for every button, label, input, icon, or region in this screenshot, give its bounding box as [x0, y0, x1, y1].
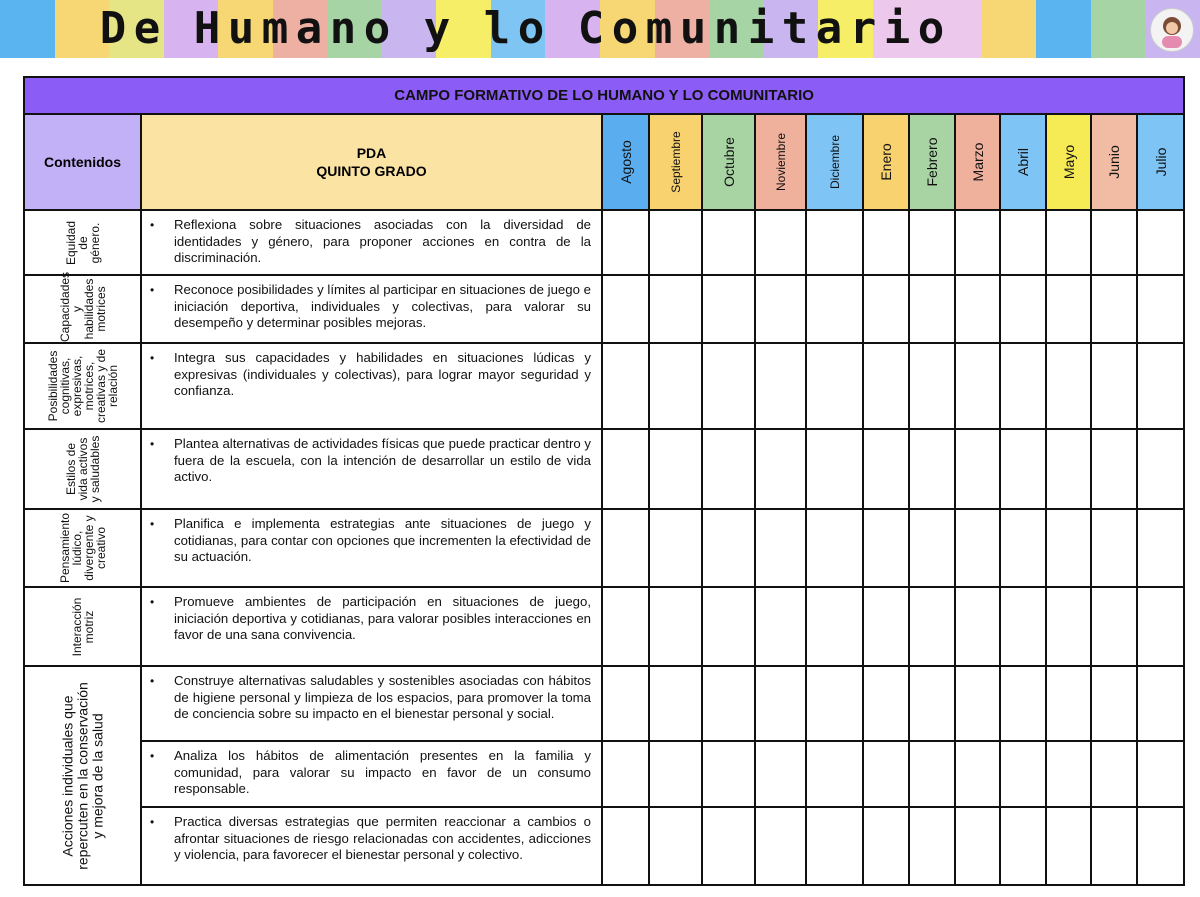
month-cell-octubre[interactable]	[702, 587, 755, 666]
month-cell-agosto[interactable]	[602, 429, 649, 509]
month-cell-febrero[interactable]	[909, 343, 955, 429]
month-cell-agosto[interactable]	[602, 275, 649, 343]
month-cell-abril[interactable]	[1000, 741, 1046, 807]
month-cell-enero[interactable]	[863, 275, 909, 343]
month-cell-noviembre[interactable]	[755, 343, 806, 429]
month-cell-noviembre[interactable]	[755, 587, 806, 666]
month-label: Agosto	[617, 140, 634, 184]
month-cell-diciembre[interactable]	[806, 666, 863, 741]
contenido-cell	[24, 509, 141, 587]
month-cell-octubre[interactable]	[702, 666, 755, 741]
contenido-cell	[24, 210, 141, 275]
month-cell-marzo[interactable]	[955, 587, 1000, 666]
month-header-abril	[1000, 114, 1046, 210]
month-cell-octubre[interactable]	[702, 343, 755, 429]
month-cell-febrero[interactable]	[909, 275, 955, 343]
month-cell-agosto[interactable]	[602, 587, 649, 666]
pda-text: Integra sus capacidades y habilidades en situaciones lúdicas y expresivas (individuales y colectivas), para lograr mayor seguridad y confianza.	[174, 350, 591, 398]
month-label: Noviembre	[773, 132, 788, 192]
month-header-octubre	[702, 114, 755, 210]
month-cell-mayo[interactable]	[1046, 275, 1091, 343]
contenido-cell	[24, 666, 141, 885]
pda-cell	[141, 429, 602, 509]
month-label: Mayo	[1060, 144, 1077, 180]
month-cell-septiembre[interactable]	[649, 741, 702, 807]
pda-text: Reconoce posibilidades y límites al participar en situaciones de juego e iniciación deportiva, individuales y colectivas, para valorar su desempeño y determinar posibles mejoras.	[174, 282, 591, 330]
table-row	[24, 741, 1184, 807]
contenido-label: Estilos de vida activos y saludables	[63, 435, 102, 503]
banner-stripe	[1091, 0, 1146, 58]
bullet-icon: •	[150, 674, 155, 688]
header-pda-line2: QUINTO GRADO	[316, 163, 427, 179]
month-cell-julio[interactable]	[1137, 666, 1184, 741]
month-cell-agosto[interactable]	[602, 210, 649, 275]
pda-text: Plantea alternativas de actividades físicas que puede practicar dentro y fuera de la escuela, con la intención de desarrollar un estilo de vida activo.	[174, 436, 591, 484]
month-label: Abril	[1015, 147, 1031, 177]
month-cell-abril[interactable]	[1000, 210, 1046, 275]
month-cell-diciembre[interactable]	[806, 343, 863, 429]
planning-table	[23, 76, 1185, 886]
contenido-label: Posibilidades cognitivas, expresivas, motrices, creativas y de relación	[45, 348, 120, 424]
month-cell-septiembre[interactable]	[649, 587, 702, 666]
month-cell-septiembre[interactable]	[649, 275, 702, 343]
month-label: Febrero	[924, 137, 940, 187]
pda-cell	[141, 210, 602, 275]
pda-cell	[141, 509, 602, 587]
month-header-diciembre	[806, 114, 863, 210]
month-cell-octubre[interactable]	[702, 509, 755, 587]
month-cell-abril[interactable]	[1000, 509, 1046, 587]
month-cell-septiembre[interactable]	[649, 666, 702, 741]
month-cell-marzo[interactable]	[955, 666, 1000, 741]
month-cell-diciembre[interactable]	[806, 741, 863, 807]
contenido-label: Acciones individuales que repercuten en la conservación y mejora de la salud	[59, 681, 105, 870]
month-cell-diciembre[interactable]	[806, 210, 863, 275]
pda-cell	[141, 807, 602, 885]
month-cell-marzo[interactable]	[955, 509, 1000, 587]
month-cell-noviembre[interactable]	[755, 807, 806, 885]
contenido-label: Equidad de género.	[63, 220, 102, 265]
month-cell-diciembre[interactable]	[806, 509, 863, 587]
month-header-agosto	[602, 114, 649, 210]
month-cell-mayo[interactable]	[1046, 741, 1091, 807]
month-header-febrero	[909, 114, 955, 210]
bullet-icon: •	[150, 517, 155, 531]
month-cell-julio[interactable]	[1137, 741, 1184, 807]
pda-text: Reflexiona sobre situaciones asociadas con la diversidad de identidades y género, para proponer acciones en contra de la discriminación.	[174, 217, 591, 265]
month-header-mayo	[1046, 114, 1091, 210]
month-cell-febrero[interactable]	[909, 807, 955, 885]
pda-text: Promueve ambientes de participación en situaciones de juego, iniciación deportiva y cotidianas, para valorar posibles interacciones en favor de una sana convivencia.	[174, 594, 591, 642]
month-cell-febrero[interactable]	[909, 587, 955, 666]
bullet-icon: •	[150, 749, 155, 763]
month-label: Marzo	[969, 142, 986, 182]
table-row	[24, 509, 1184, 587]
month-cell-noviembre[interactable]	[755, 210, 806, 275]
pda-cell	[141, 343, 602, 429]
bullet-icon: •	[150, 595, 155, 609]
month-cell-febrero[interactable]	[909, 210, 955, 275]
month-header-junio	[1091, 114, 1137, 210]
table-row	[24, 587, 1184, 666]
month-header-marzo	[955, 114, 1000, 210]
month-cell-octubre[interactable]	[702, 741, 755, 807]
contenido-cell	[24, 587, 141, 666]
month-cell-junio[interactable]	[1091, 210, 1137, 275]
month-cell-agosto[interactable]	[602, 807, 649, 885]
month-cell-noviembre[interactable]	[755, 741, 806, 807]
banner-stripe	[0, 0, 55, 58]
month-cell-septiembre[interactable]	[649, 429, 702, 509]
month-cell-enero[interactable]	[863, 741, 909, 807]
contenido-label: Pensamiento lúdico, divergente y creativo	[57, 512, 108, 584]
banner-title	[96, 4, 1096, 54]
contenido-cell	[24, 429, 141, 509]
month-cell-enero[interactable]	[863, 429, 909, 509]
month-cell-febrero[interactable]	[909, 666, 955, 741]
contenido-label: Interacción motriz	[69, 597, 96, 656]
month-cell-abril[interactable]	[1000, 275, 1046, 343]
month-cell-octubre[interactable]	[702, 807, 755, 885]
month-cell-junio[interactable]	[1091, 741, 1137, 807]
contenido-cell	[24, 271, 141, 343]
table-row	[24, 807, 1184, 885]
pda-cell	[141, 587, 602, 666]
month-cell-noviembre[interactable]	[755, 275, 806, 343]
month-cell-junio[interactable]	[1091, 666, 1137, 741]
pda-cell	[141, 741, 602, 807]
month-cell-marzo[interactable]	[955, 741, 1000, 807]
month-cell-agosto[interactable]	[602, 666, 649, 741]
month-cell-febrero[interactable]	[909, 429, 955, 509]
month-cell-diciembre[interactable]	[806, 587, 863, 666]
bullet-icon: •	[150, 437, 155, 451]
month-cell-agosto[interactable]	[602, 343, 649, 429]
month-header-enero	[863, 114, 909, 210]
month-cell-diciembre[interactable]	[806, 807, 863, 885]
month-cell-junio[interactable]	[1091, 343, 1137, 429]
month-cell-junio[interactable]	[1091, 807, 1137, 885]
month-cell-marzo[interactable]	[955, 210, 1000, 275]
contenido-label: Capacidades y habilidades motrices	[57, 271, 108, 342]
month-cell-abril[interactable]	[1000, 807, 1046, 885]
month-cell-abril[interactable]	[1000, 429, 1046, 509]
month-cell-marzo[interactable]	[955, 429, 1000, 509]
month-cell-octubre[interactable]	[702, 429, 755, 509]
month-cell-diciembre[interactable]	[806, 275, 863, 343]
pda-cell	[141, 666, 602, 741]
month-cell-diciembre[interactable]	[806, 429, 863, 509]
month-cell-marzo[interactable]	[955, 343, 1000, 429]
month-cell-febrero[interactable]	[909, 741, 955, 807]
month-cell-septiembre[interactable]	[649, 509, 702, 587]
month-cell-julio[interactable]	[1137, 587, 1184, 666]
month-cell-abril[interactable]	[1000, 343, 1046, 429]
month-cell-enero[interactable]	[863, 807, 909, 885]
month-label: Julio	[1152, 147, 1169, 177]
table-row	[24, 210, 1184, 275]
table-row	[24, 429, 1184, 509]
month-cell-noviembre[interactable]	[755, 509, 806, 587]
month-cell-abril[interactable]	[1000, 587, 1046, 666]
bullet-icon: •	[150, 815, 155, 829]
month-cell-julio[interactable]	[1137, 807, 1184, 885]
header-pda	[141, 114, 602, 210]
month-cell-enero[interactable]	[863, 587, 909, 666]
bullet-icon: •	[150, 351, 155, 365]
month-cell-julio[interactable]	[1137, 509, 1184, 587]
month-label: Octubre	[720, 137, 737, 187]
bullet-icon: •	[150, 283, 155, 297]
month-header-julio	[1137, 114, 1184, 210]
table-row	[24, 666, 1184, 741]
contenido-cell	[24, 343, 141, 429]
pda-cell	[141, 275, 602, 343]
pda-text: Analiza los hábitos de alimentación presentes en la familia y comunidad, para valorar su impacto en favor de un consumo responsable.	[174, 748, 591, 796]
pda-text: Construye alternativas saludables y sostenibles asociadas con hábitos de higiene personal y limpieza de los espacios, para promover la toma de conciencia sobre su impacto en el bienestar personal y social.	[174, 673, 591, 721]
month-cell-noviembre[interactable]	[755, 666, 806, 741]
table-row	[24, 275, 1184, 343]
month-label: Septiembre	[668, 131, 683, 193]
pda-text: Practica diversas estrategias que permiten reaccionar a cambios o afrontar situaciones de riesgo relacionadas con accidentes, adicciones y violencia, para favorecer el bienestar personal y colectivo.	[174, 814, 591, 862]
header-contenidos: Contenidos	[24, 114, 141, 210]
bullet-icon: •	[150, 218, 155, 232]
month-cell-septiembre[interactable]	[649, 807, 702, 885]
month-header-noviembre	[755, 114, 806, 210]
month-cell-mayo[interactable]	[1046, 509, 1091, 587]
month-cell-abril[interactable]	[1000, 666, 1046, 741]
month-cell-mayo[interactable]	[1046, 666, 1091, 741]
author-avatar	[1150, 8, 1194, 52]
month-cell-julio[interactable]	[1137, 210, 1184, 275]
month-cell-agosto[interactable]	[602, 741, 649, 807]
month-label: Diciembre	[827, 134, 842, 190]
month-label: Junio	[1106, 145, 1122, 179]
month-cell-junio[interactable]	[1091, 275, 1137, 343]
month-cell-marzo[interactable]	[955, 807, 1000, 885]
month-cell-julio[interactable]	[1137, 343, 1184, 429]
month-cell-mayo[interactable]	[1046, 343, 1091, 429]
month-cell-junio[interactable]	[1091, 429, 1137, 509]
month-cell-mayo[interactable]	[1046, 807, 1091, 885]
header-pda-line1: PDA	[356, 145, 387, 161]
month-cell-mayo[interactable]	[1046, 587, 1091, 666]
month-label: Enero	[878, 143, 894, 181]
month-cell-mayo[interactable]	[1046, 429, 1091, 509]
month-cell-enero[interactable]	[863, 343, 909, 429]
month-cell-octubre[interactable]	[702, 275, 755, 343]
pda-text: Planifica e implementa estrategias ante situaciones de juego y cotidianas, para contar con opciones que incrementen la efectividad de su actuación.	[174, 516, 591, 564]
month-cell-enero[interactable]	[863, 210, 909, 275]
month-cell-noviembre[interactable]	[755, 429, 806, 509]
month-cell-agosto[interactable]	[602, 509, 649, 587]
month-cell-julio[interactable]	[1137, 275, 1184, 343]
table-row	[24, 343, 1184, 429]
banner-title-text: D e H u m a n o y l o C o m u n i t a r i o	[99, 3, 945, 54]
month-cell-septiembre[interactable]	[649, 343, 702, 429]
month-cell-octubre[interactable]	[702, 210, 755, 275]
month-cell-febrero[interactable]	[909, 509, 955, 587]
month-cell-junio[interactable]	[1091, 587, 1137, 666]
month-header-septiembre	[649, 114, 702, 210]
table-title: CAMPO FORMATIVO DE LO HUMANO Y LO COMUNITARIO	[24, 77, 1184, 114]
month-cell-junio[interactable]	[1091, 509, 1137, 587]
month-cell-mayo[interactable]	[1046, 210, 1091, 275]
month-cell-julio[interactable]	[1137, 429, 1184, 509]
month-cell-enero[interactable]	[863, 509, 909, 587]
month-cell-septiembre[interactable]	[649, 210, 702, 275]
month-cell-marzo[interactable]	[955, 275, 1000, 343]
month-cell-enero[interactable]	[863, 666, 909, 741]
